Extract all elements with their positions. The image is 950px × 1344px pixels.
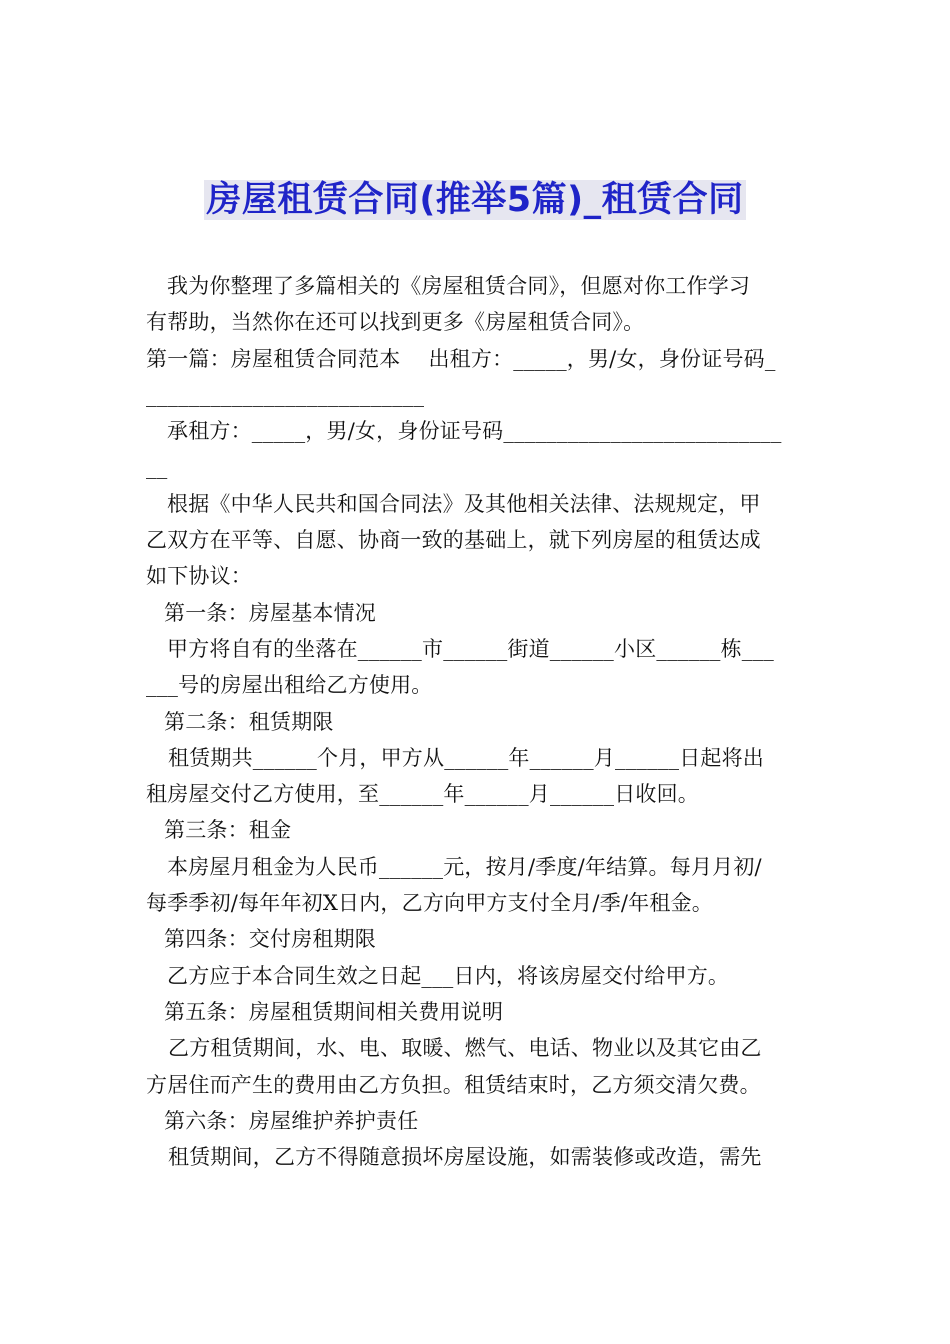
paragraph-line: 本房屋月租金为人民币______元，按月/季度/年结算。每月月初/: [167, 854, 762, 879]
section-heading: 第五条：房屋租赁期间相关费用说明: [164, 999, 504, 1024]
paragraph-line: 每季季初/每年年初X日内，乙方向甲方支付全月/季/年租金。: [146, 891, 713, 916]
section-heading: 第六条：房屋维护养护责任: [164, 1108, 419, 1133]
paragraph-line: __________________________: [146, 382, 425, 407]
document-title: [0, 176, 950, 224]
paragraph-line: 有帮助，当然你在还可以找到更多《房屋租赁合同》。: [146, 310, 645, 335]
paragraph-line: __: [146, 455, 168, 480]
paragraph-line: 乙方租赁期间，水、电、取暖、燃气、电话、物业以及其它由乙: [168, 1036, 762, 1061]
document-body: [146, 268, 808, 1175]
section-heading: 第四条：交付房租期限: [164, 927, 376, 952]
paragraph-line: 乙方应于本合同生效之日起___日内，将该房屋交付给甲方。: [167, 963, 730, 988]
paragraph-line: 承租方：_____，男/女，身份证号码__________________________: [167, 419, 782, 444]
paragraph-line: 方居住而产生的费用由乙方负担。租赁结束时，乙方须交清欠费。: [146, 1072, 761, 1097]
paragraph-line: 租房屋交付乙方使用，至______年______月______日收回。: [146, 782, 699, 807]
paragraph-line: 乙双方在平等、自愿、协商一致的基础上，就下列房屋的租赁达成: [146, 528, 761, 553]
paragraph-line: 第一篇：房屋租赁合同范本 出租方：_____，男/女，身份证号码_: [146, 346, 776, 371]
paragraph-line: 如下协议：: [146, 564, 252, 589]
section-heading: 第二条：租赁期限: [164, 709, 334, 734]
section-heading: 第一条：房屋基本情况: [164, 600, 376, 625]
paragraph-line: 根据《中华人民共和国合同法》及其他相关法律、法规规定，甲: [167, 491, 761, 516]
paragraph-line: 租赁期共______个月，甲方从______年______月______日起将出: [168, 745, 764, 770]
section-heading: 第三条：租金: [164, 818, 292, 843]
document-title-text: 房屋租赁合同(推举5篇)_租赁合同: [206, 180, 744, 220]
paragraph-line: 甲方将自有的坐落在______市______街道______小区______栋___: [167, 636, 774, 661]
paragraph-line: 租赁期间，乙方不得随意损坏房屋设施，如需装修或改造，需先: [168, 1145, 762, 1170]
paragraph-line: 我为你整理了多篇相关的《房屋租赁合同》，但愿对你工作学习: [167, 274, 751, 298]
paragraph-line: ___号的房屋出租给乙方使用。: [146, 673, 433, 698]
